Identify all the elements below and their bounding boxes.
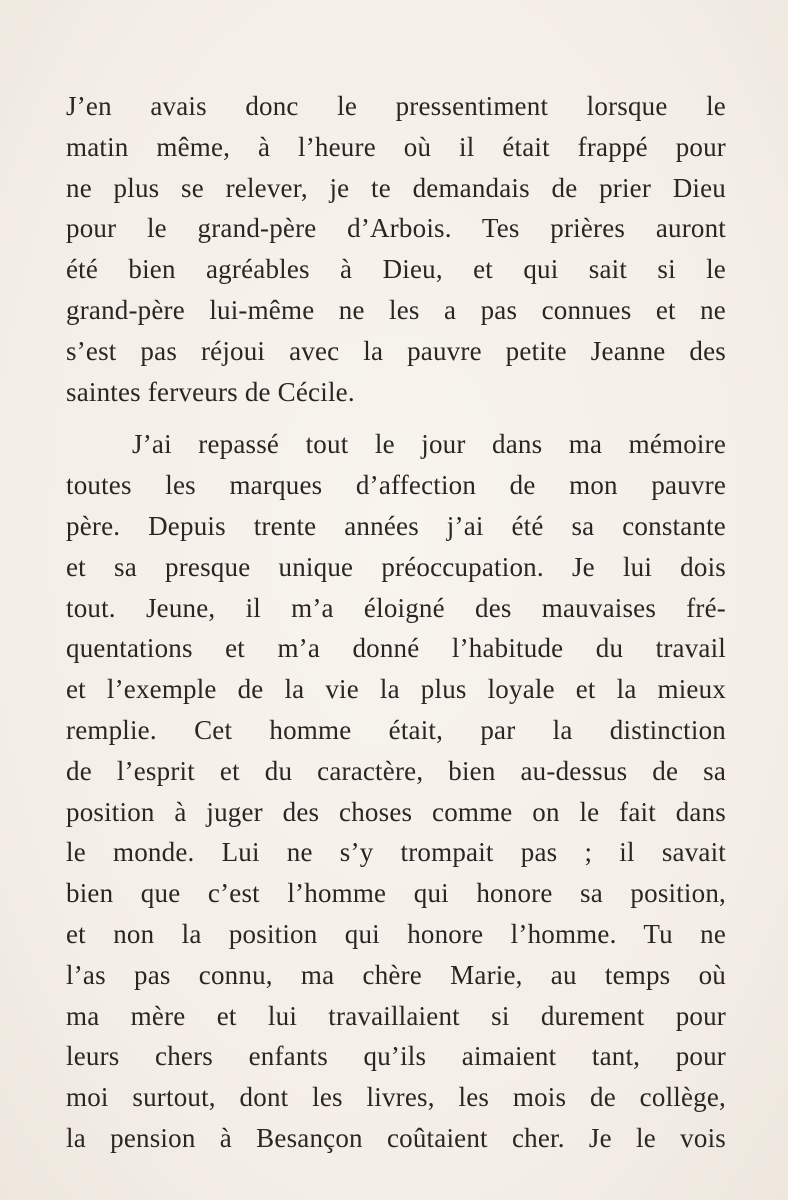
text-line: matin même, à l’heure où il était frappé pour [66,131,726,162]
text-line: le monde. Lui ne s’y trompait pas ; il savait [66,837,726,868]
text-line: grand-père lui-même ne les a pas connues et ne [66,294,726,325]
text-line: de l’esprit et du caractère, bien au-dessus de sa [66,755,726,786]
text-line: position à juger des choses comme on le fait dans [66,796,726,827]
text-line: et non la position qui honore l’homme. Tu ne [66,918,726,949]
text-line: et sa presque unique préoccupation. Je lui dois [66,551,726,582]
text-line: quentations et m’a donné l’habitude du travail [66,633,726,664]
text-line: toutes les marques d’affection de mon pauvre [66,470,726,501]
text-line: tout. Jeune, il m’a éloigné des mauvaises fré- [66,592,726,623]
text-line: la pension à Besançon coûtaient cher. Je le vois [66,1122,726,1153]
text-line: et l’exemple de la vie la plus loyale et la mieux [66,674,726,705]
paragraph-1 [66,86,726,412]
text-line: ma mère et lui travaillaient si durement pour [66,1000,726,1031]
text-line: l’as pas connu, ma chère Marie, au temps où [66,959,726,990]
text-line: ne plus se relever, je te demandais de prier Dieu [66,172,726,203]
text-line: J’ai repassé tout le jour dans ma mémoire [132,429,726,460]
text-line: leurs chers enfants qu’ils aimaient tant, pour [66,1041,726,1072]
text-line: été bien agréables à Dieu, et qui sait si le [66,254,726,285]
text-line: remplie. Cet homme était, par la distinction [66,714,726,745]
text-line: moi surtout, dont les livres, les mois de collège, [66,1082,726,1113]
body-text [66,86,726,1159]
text-line: s’est pas réjoui avec la pauvre petite Jeanne des [66,335,726,366]
text-line: J’en avais donc le pressentiment lorsque le [66,91,726,121]
text-line: bien que c’est l’homme qui honore sa position, [66,878,726,909]
text-line: pour le grand-père d’Arbois. Tes prières auront [66,213,726,244]
paragraph-2 [66,424,726,1158]
paragraph-gap [66,412,726,424]
text-line: père. Depuis trente années j’ai été sa constante [66,510,726,541]
text-line: saintes ferveurs de Cécile. [66,376,355,407]
